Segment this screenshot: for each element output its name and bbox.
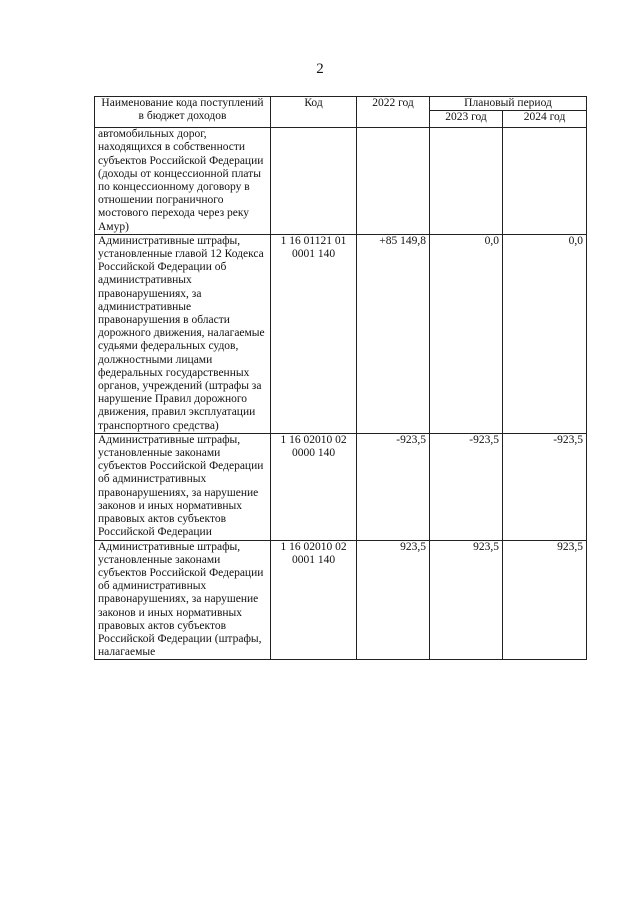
header-2024: 2024 год <box>503 111 587 128</box>
table-row <box>95 128 587 235</box>
table-row <box>95 540 587 660</box>
header-2023: 2023 год <box>430 111 503 128</box>
row-code: 1 16 01121 01 0001 140 <box>271 234 357 433</box>
row-2023: -923,5 <box>430 433 503 540</box>
row-name: автомобильных дорог, находящихся в собственности субъектов Российской Федерации (доходы от концессионной платы по концессионному договору в отношении пограничного мостового перехода через реку Амур) <box>95 128 271 235</box>
row-code: 1 16 02010 02 0001 140 <box>271 540 357 660</box>
row-2024 <box>503 128 587 235</box>
row-2022: -923,5 <box>357 433 430 540</box>
table-row <box>95 433 587 540</box>
row-code <box>271 128 357 235</box>
row-name: Административные штрафы, установленные законами субъектов Российской Федерации об административных правонарушениях, за нарушение законов и иных нормативных правовых актов субъектов Российской Федерации <box>95 433 271 540</box>
table-row <box>95 234 587 433</box>
row-name: Административные штрафы, установленные главой 12 Кодекса Российской Федерации об административных правонарушениях, за административные правонарушения в области дорожного движения, налагаемые судьями федеральных судов, должностными лицами федеральных государственных органов, учреждений (штрафы за нарушение Правил дорожного движения, правил эксплуатации транспортного средства) <box>95 234 271 433</box>
header-code: Код <box>271 97 357 128</box>
row-code: 1 16 02010 02 0000 140 <box>271 433 357 540</box>
row-2023 <box>430 128 503 235</box>
header-2022: 2022 год <box>357 97 430 128</box>
row-2022: +85 149,8 <box>357 234 430 433</box>
revenue-table <box>94 96 587 660</box>
header-planned-period: Плановый период <box>430 97 587 111</box>
row-2022 <box>357 128 430 235</box>
row-2022: 923,5 <box>357 540 430 660</box>
page-number: 2 <box>316 61 324 77</box>
header-name: Наименование кода поступлений в бюджет доходов <box>95 97 271 128</box>
row-2023: 0,0 <box>430 234 503 433</box>
row-2024: 923,5 <box>503 540 587 660</box>
row-2024: -923,5 <box>503 433 587 540</box>
row-2024: 0,0 <box>503 234 587 433</box>
row-2023: 923,5 <box>430 540 503 660</box>
row-name: Административные штрафы, установленные законами субъектов Российской Федерации об административных правонарушениях, за нарушение законов и иных нормативных правовых актов субъектов Российской Федерации (штрафы, налагаемые <box>95 540 271 660</box>
